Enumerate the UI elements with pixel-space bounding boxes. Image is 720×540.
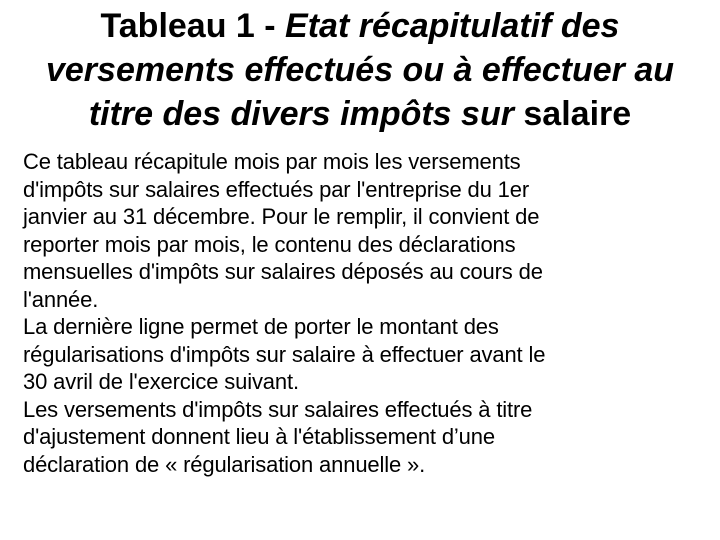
text-line: janvier au 31 décembre. Pour le remplir, il convient de (23, 204, 540, 229)
text-line: déclaration de « régularisation annuelle ». (23, 451, 426, 477)
paragraph-adjustment (23, 396, 713, 479)
text-line: La dernière ligne permet de porter le montant des (23, 314, 499, 339)
text-line: reporter mois par mois, le contenu des déclarations (23, 231, 516, 257)
text-line: régularisations d'impôts sur salaire à effectuer avant le (23, 341, 546, 367)
text-line: 30 avril de l'exercice suivant. (23, 369, 299, 394)
body-text (23, 148, 713, 478)
text-line: Ce tableau récapitule mois par mois les versements (23, 149, 521, 174)
text-line: d'impôts sur salaires effectués par l'entreprise du 1er (23, 176, 530, 202)
text-line: Les versements d'impôts sur salaires effectués à titre (23, 396, 533, 422)
paragraph-last-line (23, 313, 713, 396)
title-prefix: Tableau 1 - (100, 7, 286, 45)
title-italic: Etat récapitulatif des versements effectués ou à effectuer au titre des divers impôts sur (45, 7, 675, 133)
text-line: l'année. (23, 286, 99, 312)
paragraph-intro (23, 148, 713, 313)
text-line: d'ajustement donnent lieu à l'établissement d’une (23, 424, 495, 449)
title-suffix: salaire (513, 95, 632, 133)
text-line: mensuelles d'impôts sur salaires déposés au cours de (23, 259, 543, 284)
slide-title (20, 4, 700, 136)
